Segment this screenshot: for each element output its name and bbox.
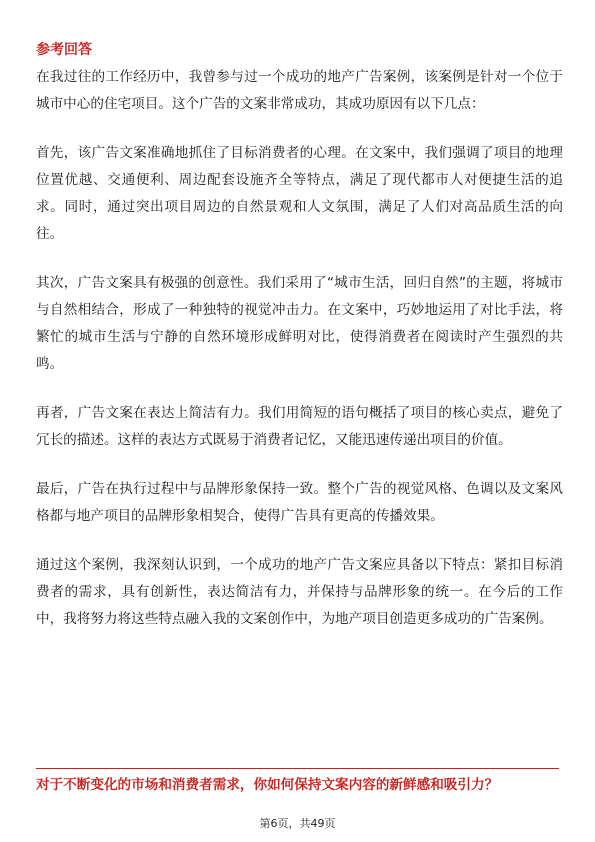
paragraph-first: 首先，该广告文案准确地抓住了目标消费者的心理。在文案中，我们强调了项目的地理位置优越、交通便利、周边配套设施齐全等特点，满足了现代都市人对便捷生活的追求。同时，通过突出项目周边的自然景观和人文氛围，满足了人们对高品质生活的向往。: [36, 145, 563, 242]
next-question: 对于不断变化的市场和消费者需求，你如何保持文案内容的新鲜感和吸引力？: [36, 777, 499, 793]
paragraph-conclusion: 通过这个案例，我深刻认识到，一个成功的地产广告文案应具备以下特点：紧扣目标消费者的需求，具有创新性，表达简洁有力，并保持与品牌形象的统一。在今后的工作中，我将努力将这些特点融入我的文案创作中，为地产项目创造更多成功的广告案例。: [36, 557, 563, 627]
question-divider: [36, 768, 559, 769]
section-title: 参考回答: [36, 42, 92, 58]
paragraph-fourth: 最后，广告在执行过程中与品牌形象保持一致。整个广告的视觉风格、色调以及文案风格都与地产项目的品牌形象相契合，使得广告具有更高的传播效果。: [36, 481, 563, 524]
paragraph-third: 再者，广告文案在表达上简洁有力。我们用简短的语句概括了项目的核心卖点，避免了冗长的描述。这样的表达方式既易于消费者记忆，又能迅速传递出项目的价值。: [36, 405, 563, 448]
page-footer: 第6页，共49页: [259, 817, 336, 830]
answer-body: [36, 64, 563, 655]
paragraph-intro: 在我过往的工作经历中，我曾参与过一个成功的地产广告案例，该案例是针对一个位于城市中心的住宅项目。这个广告的文案非常成功，其成功原因有以下几点：: [36, 69, 563, 112]
paragraph-second: 其次，广告文案具有极强的创意性。我们采用了“城市生活，回归自然”的主题，将城市与自然相结合，形成了一种独特的视觉冲击力。在文案中，巧妙地运用了对比手法，将繁忙的城市生活与宁静的自然环境形成鲜明对比，使得消费者在阅读时产生强烈的共鸣。: [36, 275, 563, 372]
